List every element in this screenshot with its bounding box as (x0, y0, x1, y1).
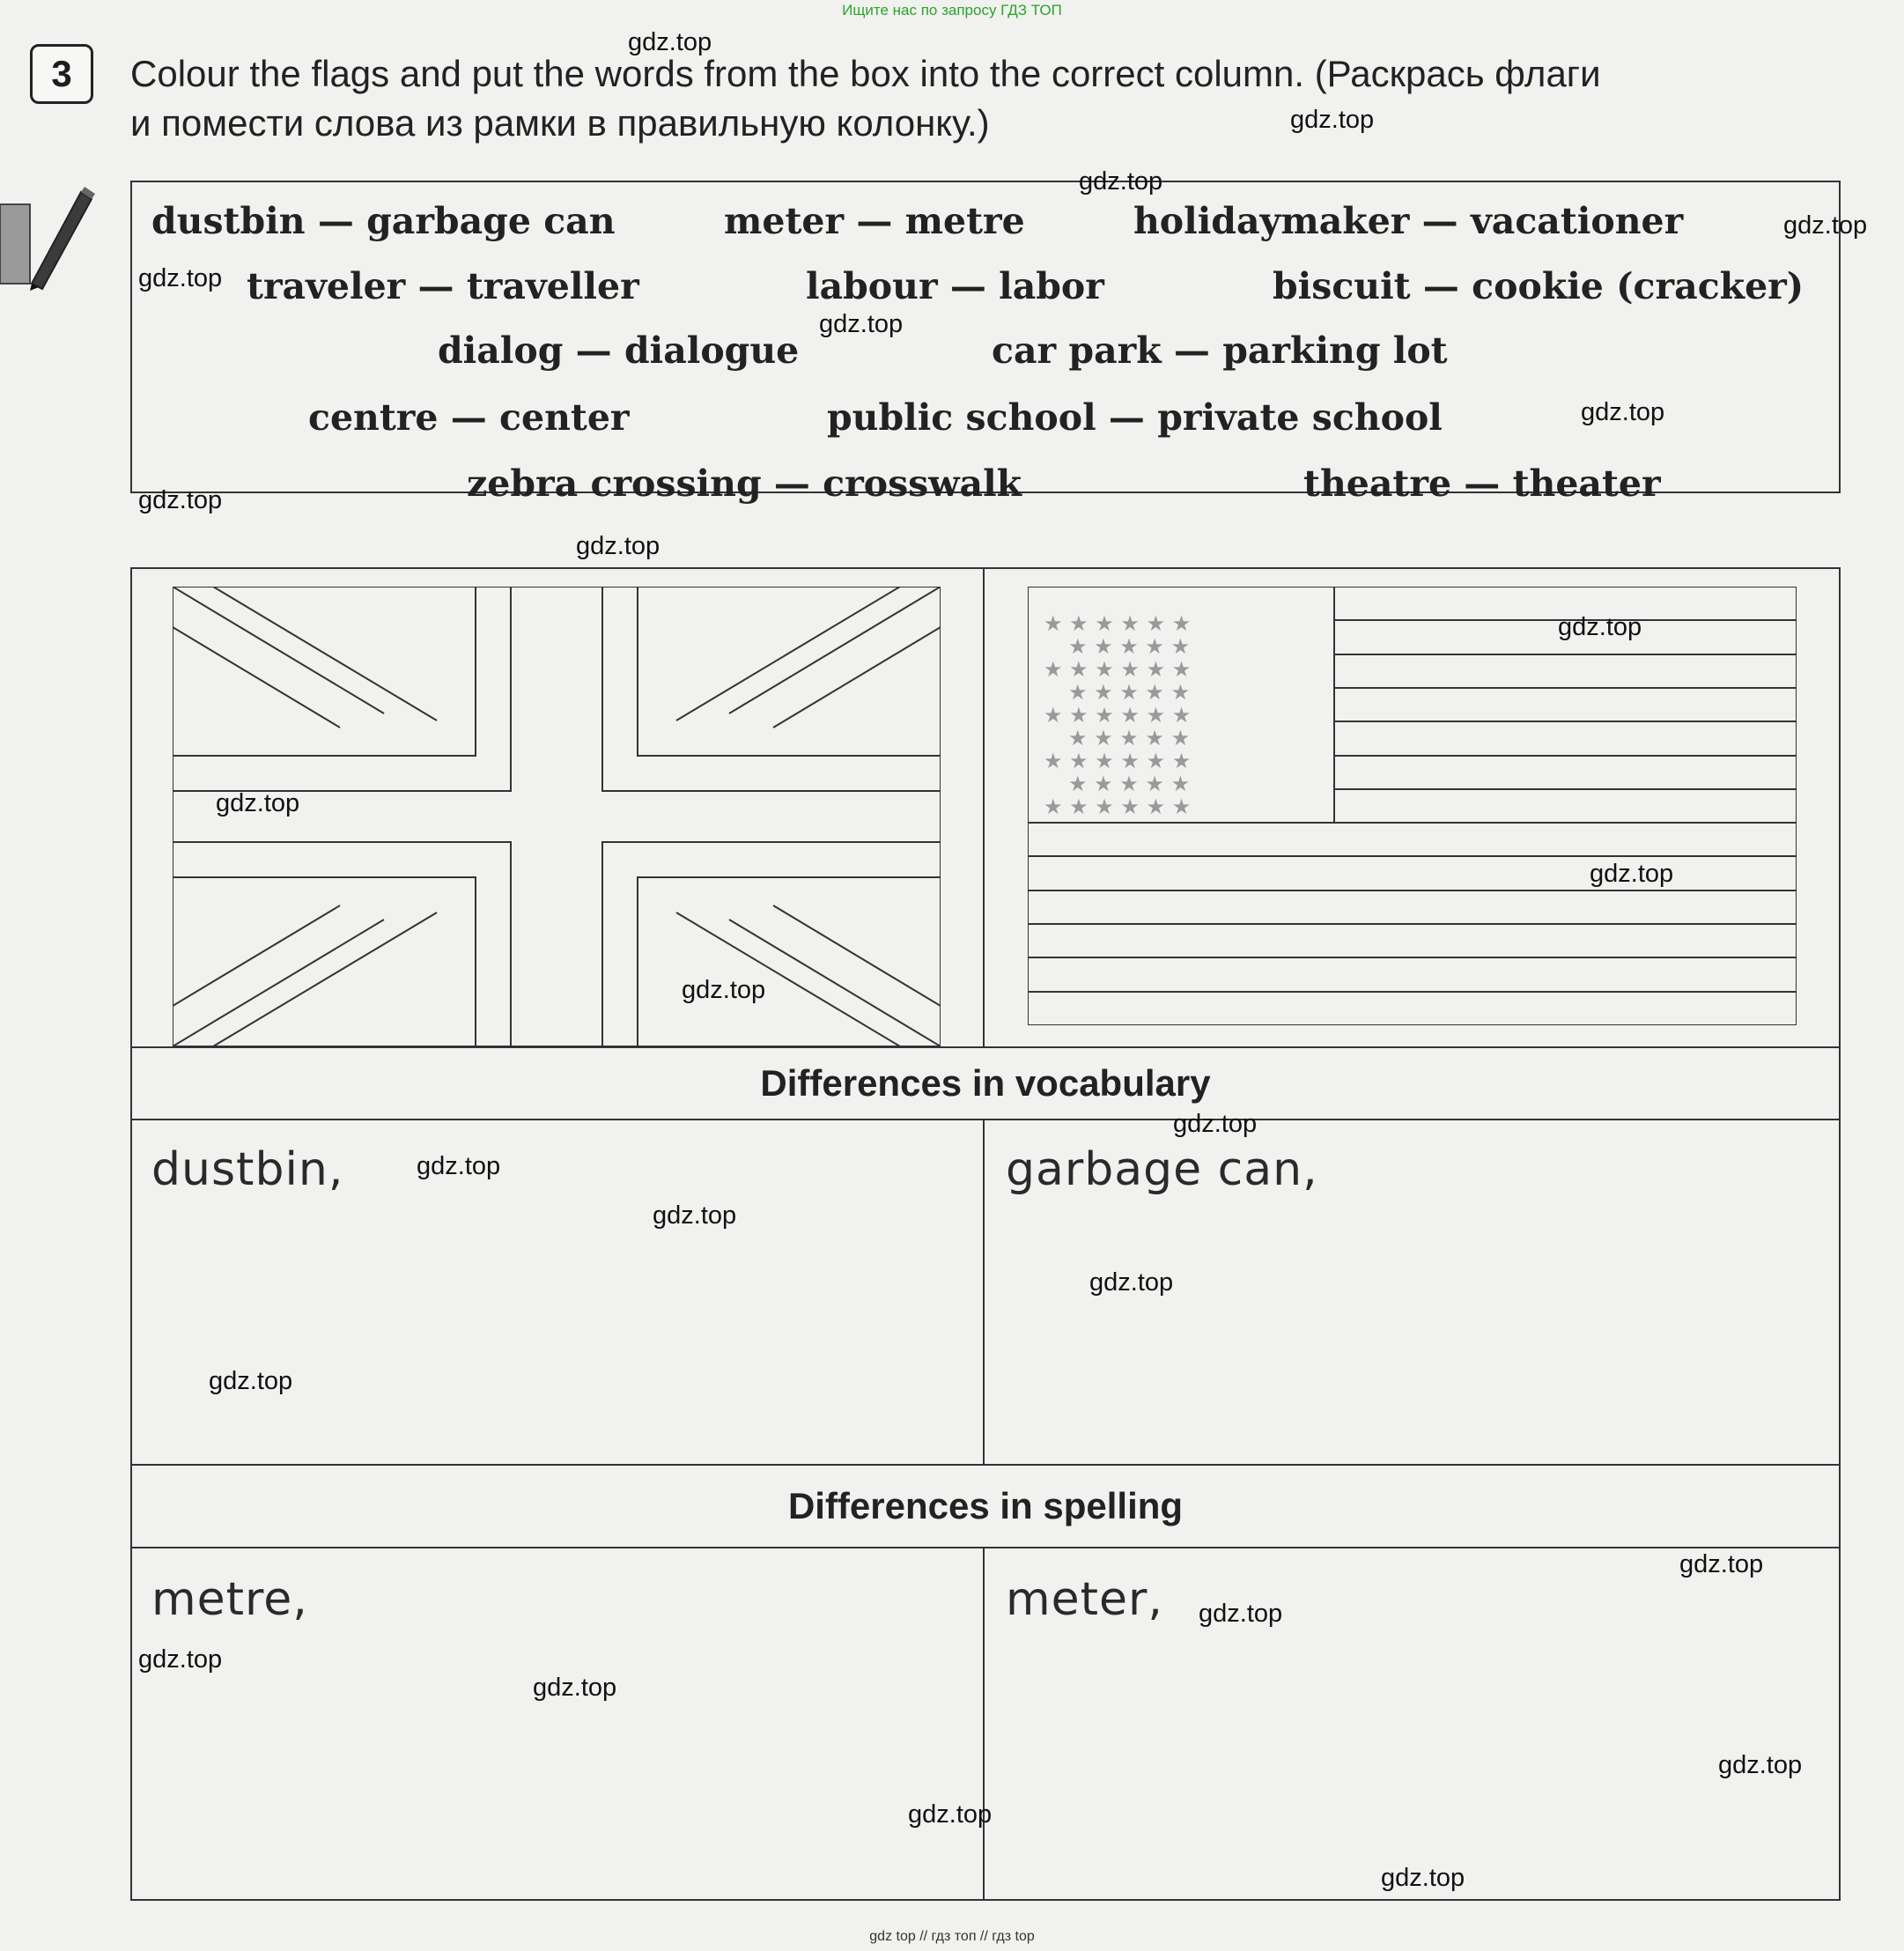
instruction-line-2: и помести слова из рамки в правильную колонку.) (130, 102, 990, 144)
watermark: gdz.top (1089, 1268, 1174, 1297)
watermark: gdz.top (1581, 398, 1665, 426)
watermark: gdz.top (138, 1645, 223, 1674)
svg-text:★ ★ ★ ★ ★: ★ ★ ★ ★ ★ (1068, 726, 1191, 750)
watermark: gdz.top (209, 1367, 293, 1395)
divider (983, 569, 985, 1046)
watermark: gdz.top (1199, 1600, 1283, 1628)
word-pair: zebra crossing — crosswalk (467, 462, 1022, 505)
watermark: gdz.top (576, 532, 660, 560)
watermark: gdz.top (1079, 167, 1163, 196)
vocab-answer-left[interactable]: dustbin, (151, 1143, 344, 1196)
divider (132, 1046, 1839, 1048)
divider (132, 1119, 1839, 1120)
word-pair: car park — parking lot (992, 329, 1448, 372)
watermark: gdz.top (417, 1152, 501, 1180)
us-flag[interactable] (1028, 587, 1797, 1025)
svg-text:★ ★ ★ ★ ★: ★ ★ ★ ★ ★ (1068, 680, 1191, 705)
svg-text:★ ★ ★ ★ ★ ★: ★ ★ ★ ★ ★ ★ (1044, 611, 1192, 636)
svg-text:★ ★ ★ ★ ★: ★ ★ ★ ★ ★ (1068, 772, 1191, 796)
word-pair: meter — metre (724, 200, 1025, 242)
instruction-line-1: Colour the flags and put the words from the box into the correct column. (Раскрась флаги (130, 53, 1601, 94)
watermark: gdz.top (819, 310, 904, 338)
watermark: gdz.top (216, 789, 300, 817)
svg-text:★ ★ ★ ★ ★: ★ ★ ★ ★ ★ (1068, 634, 1191, 659)
watermark: gdz.top (1381, 1864, 1465, 1892)
word-pair: holidaymaker — vacationer (1133, 200, 1684, 242)
answer-table (130, 567, 1841, 1901)
svg-text:★ ★ ★ ★ ★ ★: ★ ★ ★ ★ ★ ★ (1044, 703, 1192, 728)
bottom-banner: gdz top // гдз топ // гдз top (869, 1929, 1035, 1944)
watermark: gdz.top (138, 264, 223, 292)
watermark: gdz.top (138, 486, 223, 514)
watermark: gdz.top (628, 28, 712, 56)
watermark: gdz.top (1718, 1751, 1803, 1779)
watermark: gdz.top (682, 976, 766, 1004)
divider (983, 1547, 985, 1899)
word-pair: dustbin — garbage can (151, 200, 616, 242)
word-pair: biscuit — cookie (cracker) (1273, 265, 1804, 307)
spelling-answer-right[interactable]: meter, (1006, 1573, 1163, 1626)
word-pair: public school — private school (827, 396, 1443, 439)
watermark: gdz.top (1783, 211, 1868, 240)
watermark: gdz.top (533, 1674, 617, 1702)
watermark: gdz.top (1173, 1110, 1258, 1138)
word-pair: labour — labor (806, 265, 1104, 307)
pencil-icon (0, 185, 97, 291)
top-banner: Ищите нас по запросу ГДЗ ТОП (842, 2, 1062, 18)
divider (983, 1119, 985, 1464)
vocabulary-heading: Differences in vocabulary (760, 1062, 1211, 1104)
watermark: gdz.top (908, 1800, 993, 1829)
word-pair: centre — center (308, 396, 630, 439)
svg-text:★ ★ ★ ★ ★ ★: ★ ★ ★ ★ ★ ★ (1044, 657, 1192, 682)
word-pair: traveler — traveller (247, 265, 639, 307)
svg-text:★ ★ ★ ★ ★ ★: ★ ★ ★ ★ ★ ★ (1044, 749, 1192, 773)
svg-text:★ ★ ★ ★ ★ ★: ★ ★ ★ ★ ★ ★ (1044, 794, 1192, 819)
spelling-heading: Differences in spelling (787, 1485, 1184, 1526)
watermark: gdz.top (1290, 106, 1375, 134)
word-pair: theatre — theater (1303, 462, 1661, 505)
word-pair: dialog — dialogue (438, 329, 800, 372)
task-number: 3 (30, 44, 93, 104)
vocab-answer-right[interactable]: garbage can, (1006, 1143, 1318, 1196)
watermark: gdz.top (1590, 860, 1674, 888)
divider (132, 1547, 1839, 1548)
watermark: gdz.top (1558, 613, 1642, 641)
spelling-answer-left[interactable]: metre, (151, 1573, 308, 1626)
watermark: gdz.top (1679, 1550, 1764, 1578)
divider (132, 1464, 1839, 1466)
watermark: gdz.top (653, 1201, 737, 1230)
